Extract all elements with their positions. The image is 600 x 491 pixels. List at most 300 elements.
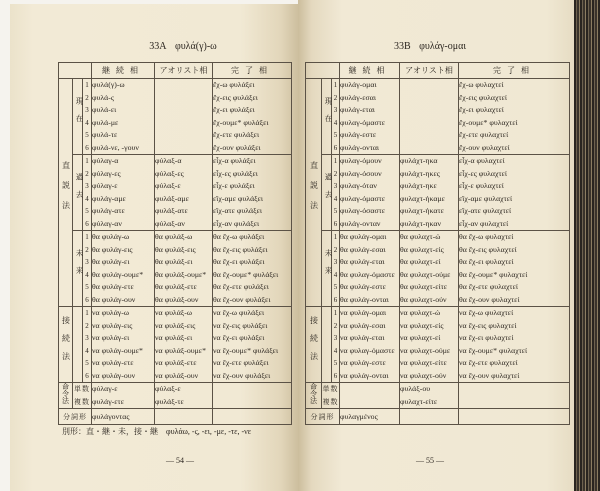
person-number: 3 xyxy=(332,104,340,117)
corner-cell xyxy=(59,63,92,79)
perfect-form: θα ἔχ-εις φυλάξει xyxy=(213,244,292,257)
table-row xyxy=(59,307,292,320)
aorist-form: φύλαξ-α xyxy=(155,155,213,168)
participle-form: φυλάγοντας xyxy=(92,409,155,425)
mood-label-subjunctive xyxy=(59,307,73,383)
continuous-form: φυλαγ-όσαστε xyxy=(340,205,400,218)
aorist-form: να φυλάξ-ει xyxy=(155,332,213,345)
perfect-form: εἴχ-αμε φυλαχτεί xyxy=(459,193,570,206)
aorist-form: φυλάξ-αμε xyxy=(155,193,213,206)
person-number: 6 xyxy=(83,294,92,307)
table-row xyxy=(59,104,292,117)
person-number: 5 xyxy=(332,357,340,370)
table-row xyxy=(59,409,292,425)
aorist-form xyxy=(155,142,213,155)
perfect-form: εἴχ-αμε φυλάξει xyxy=(213,193,292,206)
table-row xyxy=(306,409,570,425)
person-number: 3 xyxy=(332,332,340,345)
table-row xyxy=(306,370,570,383)
person-number: 1 xyxy=(83,155,92,168)
perfect-form: εἶχ-α φυλάξει xyxy=(213,155,292,168)
perfect-form: ἔχ-ετε φυλάξει xyxy=(213,129,292,142)
empty-cell xyxy=(213,409,292,425)
perfect-form: να ἔχ-ει φυλαχτεί xyxy=(459,332,570,345)
aorist-form: θα φυλαχτ-ούμε xyxy=(400,269,459,282)
continuous-form: να φυλάγ-ω xyxy=(92,307,155,320)
aorist-form xyxy=(400,142,459,155)
column-header-perfect: 完了相 xyxy=(213,63,292,79)
table-row xyxy=(306,180,570,193)
perfect-form: θα ἔχ-εις φυλαχτεί xyxy=(459,244,570,257)
perfect-form: θα ἔχ-ει φυλαχτεί xyxy=(459,256,570,269)
participle-label: 分詞形 xyxy=(59,409,92,425)
corner-cell xyxy=(306,63,340,79)
perfect-form xyxy=(213,396,292,409)
person-number: 3 xyxy=(83,256,92,269)
table-title xyxy=(345,41,515,52)
aorist-form: θα φυλαχτ-ούν xyxy=(400,294,459,307)
table-row xyxy=(59,180,292,193)
table-row xyxy=(59,193,292,206)
verb-lemma: φυλά(γ)-ω xyxy=(174,41,217,52)
perfect-form: εἶχ-α φυλαχτεί xyxy=(459,155,570,168)
table-row xyxy=(306,193,570,206)
mood-label-indicative xyxy=(306,79,322,307)
table-row xyxy=(59,383,292,396)
continuous-form: θα φυλάγ-ουμε* xyxy=(92,269,155,282)
column-header-continuous: 継続相 xyxy=(340,63,400,79)
perfect-form: να ἔχ-εις φυλαχτεί xyxy=(459,320,570,333)
mood-label-imperative xyxy=(306,383,322,409)
aorist-form xyxy=(400,79,459,92)
continuous-form: θα φυλάγ-εται xyxy=(340,256,400,269)
person-number: 4 xyxy=(83,117,92,130)
person-number: 5 xyxy=(83,357,92,370)
perfect-form: θα ἔχ-ουν φυλάξει xyxy=(213,294,292,307)
aorist-form: φύλαξ-ε xyxy=(155,383,213,396)
perfect-form: ἔχ-ουμε* φυλάξει xyxy=(213,117,292,130)
continuous-form: θα φυλάγ-ω xyxy=(92,231,155,244)
aorist-form: φυλάξ-ου xyxy=(400,383,459,396)
perfect-form: θα ἔχ-ετε φυλάξει xyxy=(213,281,292,294)
continuous-form: φυλάγ-ονται xyxy=(340,142,400,155)
continuous-form: φυλάγ-εστε xyxy=(340,129,400,142)
perfect-form: εἶχ-αν φυλαχτεί xyxy=(459,218,570,231)
perfect-form: θα ἔχ-ω φυλαχτεί xyxy=(459,231,570,244)
number-label: 複数 xyxy=(73,396,92,409)
perfect-form: να ἔχ-ουμε* φυλάξει xyxy=(213,345,292,358)
table-row xyxy=(306,168,570,181)
mood-label-imperative-text: 命令法 xyxy=(61,383,70,404)
aorist-form: να φυλαχτ-είτε xyxy=(400,357,459,370)
person-number: 5 xyxy=(332,205,340,218)
tense-label-empty xyxy=(322,307,332,383)
perfect-form: θα ἔχ-ουν φυλαχτεί xyxy=(459,294,570,307)
perfect-form: ἔχ-εις φυλαχτεί xyxy=(459,92,570,105)
table-row xyxy=(59,345,292,358)
continuous-form: φυλαγ-όμαστε xyxy=(340,193,400,206)
perfect-form: εἶχ-ε φυλάξει xyxy=(213,180,292,193)
aorist-form: θα φυλάξ-εις xyxy=(155,244,213,257)
perfect-form: να ἔχ-ουν φυλαχτεί xyxy=(459,370,570,383)
perfect-form: εἴχ-ατε φυλάξει xyxy=(213,205,292,218)
continuous-form: να φυλαγ-όμαστε xyxy=(340,345,400,358)
perfect-form: ἔχ-εις φυλάξει xyxy=(213,92,292,105)
aorist-form: φύλαξ-ε xyxy=(155,180,213,193)
aorist-form xyxy=(400,104,459,117)
participle-label: 分詞形 xyxy=(306,409,340,425)
aorist-form xyxy=(155,129,213,142)
aorist-form: θα φυλάξ-ουν xyxy=(155,294,213,307)
aorist-form: φυλαχτ-ήκαμε xyxy=(400,193,459,206)
continuous-form: φύλαγ-ε xyxy=(92,383,155,396)
person-number: 6 xyxy=(83,142,92,155)
table-row xyxy=(306,396,570,409)
continuous-form: φυλά-με xyxy=(92,117,155,130)
table-body xyxy=(59,79,292,425)
perfect-form: να ἔχ-εις φυλάξει xyxy=(213,320,292,333)
table-row xyxy=(59,244,292,257)
person-number: 6 xyxy=(83,218,92,231)
table-row xyxy=(59,396,292,409)
continuous-form: θα φυλάγ-ουν xyxy=(92,294,155,307)
table-header xyxy=(306,63,570,79)
perfect-form: θα ἔχ-ετε φυλαχτεί xyxy=(459,281,570,294)
table-row xyxy=(306,231,570,244)
table-row xyxy=(306,357,570,370)
perfect-form: ἔχ-ουμε* φυλαχτεί xyxy=(459,117,570,130)
table-row xyxy=(59,142,292,155)
person-number: 3 xyxy=(83,104,92,117)
person-number: 4 xyxy=(332,269,340,282)
person-number: 6 xyxy=(332,218,340,231)
header-row xyxy=(59,63,292,79)
perfect-form: εἶχ-ες φυλάξει xyxy=(213,168,292,181)
aorist-form: θα φυλαχτ-είτε xyxy=(400,281,459,294)
table-row xyxy=(306,320,570,333)
continuous-form: φυλάγ-ονταν xyxy=(340,218,400,231)
person-number: 4 xyxy=(332,117,340,130)
mood-label-subjunctive-text: 接続法 xyxy=(309,315,319,370)
person-number: 4 xyxy=(332,193,340,206)
continuous-form xyxy=(340,383,400,396)
continuous-form: φυλάγ-αμε xyxy=(92,193,155,206)
table-row xyxy=(59,205,292,218)
perfect-form: ἔχ-ει φυλαχτεί xyxy=(459,104,570,117)
aorist-form: φυλάχτ-ηκε xyxy=(400,180,459,193)
page-number: — 54 — xyxy=(166,456,194,465)
tense-label-text: 現在 xyxy=(324,97,333,132)
tense-label-text: 未来 xyxy=(324,249,333,284)
person-number: 2 xyxy=(83,92,92,105)
aorist-form xyxy=(155,92,213,105)
tense-label-text: 過去 xyxy=(324,173,333,208)
aorist-form xyxy=(155,79,213,92)
person-number: 4 xyxy=(83,269,92,282)
tense-label xyxy=(73,231,83,307)
participle-form: φυλαγμένος xyxy=(340,409,400,425)
table-row xyxy=(306,155,570,168)
perfect-form: να ἔχ-ετε φυλάξει xyxy=(213,357,292,370)
person-number: 5 xyxy=(332,281,340,294)
perfect-form xyxy=(459,396,570,409)
aorist-form: να φυλάξ-ω xyxy=(155,307,213,320)
aorist-form xyxy=(400,92,459,105)
continuous-form xyxy=(340,396,400,409)
empty-cell xyxy=(155,409,213,425)
person-number: 5 xyxy=(83,281,92,294)
aorist-form: θα φυλαχτ-είς xyxy=(400,244,459,257)
continuous-form: φυλάγ-ετε xyxy=(92,396,155,409)
continuous-form: να φυλάγ-εις xyxy=(92,320,155,333)
table-code: 33A xyxy=(149,41,167,52)
perfect-form: θα ἔχ-ω φυλάξει xyxy=(213,231,292,244)
person-number: 4 xyxy=(83,193,92,206)
tense-label xyxy=(73,155,83,231)
aorist-form xyxy=(400,117,459,130)
table-row xyxy=(59,281,292,294)
person-number: 1 xyxy=(332,307,340,320)
table-row xyxy=(306,129,570,142)
continuous-form: φύλαγ-ες xyxy=(92,168,155,181)
aorist-form: θα φυλάξ-ω xyxy=(155,231,213,244)
empty-cell xyxy=(459,409,570,425)
aorist-form: θα φυλαχτ-εί xyxy=(400,256,459,269)
mood-label-imperative-text: 命令法 xyxy=(309,383,318,404)
number-label: 複数 xyxy=(322,396,340,409)
person-number: 1 xyxy=(332,155,340,168)
mood-label-indicative-text: 直説法 xyxy=(61,160,71,221)
continuous-form: φυλαγ-όταν xyxy=(340,180,400,193)
aorist-form: φυλαχτ-είτε xyxy=(400,396,459,409)
person-number: 3 xyxy=(332,180,340,193)
person-number: 2 xyxy=(332,320,340,333)
continuous-form: φύλαγ-αν xyxy=(92,218,155,231)
aorist-form: φυλάχτ-ηκα xyxy=(400,155,459,168)
person-number: 3 xyxy=(83,180,92,193)
continuous-form: να φυλάγ-ετε xyxy=(92,357,155,370)
continuous-form: θα φυλάγ-ομαι xyxy=(340,231,400,244)
empty-cell xyxy=(400,409,459,425)
table-row xyxy=(306,218,570,231)
continuous-form: φυλά-νε, -γουν xyxy=(92,142,155,155)
person-number: 2 xyxy=(332,92,340,105)
aorist-form: φυλάξ-ατε xyxy=(155,205,213,218)
continuous-form: θα φυλάγ-ετε xyxy=(92,281,155,294)
aorist-form: φυλάχτ-ηκες xyxy=(400,168,459,181)
table-row xyxy=(59,218,292,231)
tense-label-empty xyxy=(73,307,83,383)
continuous-form: να φυλάγ-εστε xyxy=(340,357,400,370)
person-number: 1 xyxy=(332,231,340,244)
mood-label-imperative xyxy=(59,383,73,409)
continuous-form: φυλά-ει xyxy=(92,104,155,117)
header-row xyxy=(306,63,570,79)
tense-label-text: 現在 xyxy=(75,97,84,132)
continuous-form: φυλά(γ)-ω xyxy=(92,79,155,92)
aorist-form: φυλάξ-τε xyxy=(155,396,213,409)
table-row xyxy=(306,256,570,269)
column-header-aorist: アオリスト相 xyxy=(400,63,459,79)
conjugation-table xyxy=(305,62,570,425)
aorist-form: να φυλαχτ-ούμε xyxy=(400,345,459,358)
table-row xyxy=(306,104,570,117)
continuous-form: να φυλάγ-εσαι xyxy=(340,320,400,333)
table-row xyxy=(59,332,292,345)
continuous-form: φυλάγ-εσαι xyxy=(340,92,400,105)
aorist-form: να φυλάξ-εις xyxy=(155,320,213,333)
page-number: — 55 — xyxy=(416,456,444,465)
perfect-form: εἶχ-αν φυλάξει xyxy=(213,218,292,231)
perfect-form: ἔχ-ουν φυλάξει xyxy=(213,142,292,155)
tense-label-text: 未来 xyxy=(75,249,84,284)
table-row xyxy=(59,117,292,130)
table-row xyxy=(59,168,292,181)
aorist-form: να φυλαχτ-ώ xyxy=(400,307,459,320)
perfect-form: να ἔχ-ω φυλάξει xyxy=(213,307,292,320)
table-row xyxy=(59,79,292,92)
continuous-form: φυλαγ-όμαστε xyxy=(340,117,400,130)
mood-label-subjunctive xyxy=(306,307,322,383)
table-row xyxy=(306,269,570,282)
table-row xyxy=(59,256,292,269)
aorist-form: να φυλαχτ-ούν xyxy=(400,370,459,383)
tense-label xyxy=(322,79,332,155)
person-number: 1 xyxy=(83,79,92,92)
person-number: 2 xyxy=(332,168,340,181)
aorist-form: φυλαχτ-ήκατε xyxy=(400,205,459,218)
perfect-form: ἔχ-ει φυλάξει xyxy=(213,104,292,117)
table-code: 33B xyxy=(393,41,411,52)
person-number: 5 xyxy=(332,129,340,142)
person-number: 6 xyxy=(332,370,340,383)
continuous-form: να φυλάγ-εται xyxy=(340,332,400,345)
table-row xyxy=(59,294,292,307)
table-row xyxy=(306,244,570,257)
aorist-form: θα φυλαχτ-ώ xyxy=(400,231,459,244)
aorist-form xyxy=(400,129,459,142)
table-row xyxy=(306,281,570,294)
continuous-form: να φυλάγ-ει xyxy=(92,332,155,345)
table-row xyxy=(59,92,292,105)
perfect-form: να ἔχ-ει φυλάξει xyxy=(213,332,292,345)
table-row xyxy=(59,370,292,383)
continuous-form: φυλά-τε xyxy=(92,129,155,142)
aorist-form xyxy=(155,117,213,130)
continuous-form: θα φυλάγ-ει xyxy=(92,256,155,269)
table-row xyxy=(59,357,292,370)
table-row xyxy=(306,383,570,396)
table-row xyxy=(59,269,292,282)
table-row xyxy=(306,345,570,358)
aorist-form: φυλάχτ-ηκαν xyxy=(400,218,459,231)
aorist-form: φύλαξ-ες xyxy=(155,168,213,181)
continuous-form: θα φυλάγ-εσαι xyxy=(340,244,400,257)
person-number: 3 xyxy=(83,332,92,345)
perfect-form xyxy=(213,383,292,396)
person-number: 2 xyxy=(332,244,340,257)
perfect-form: εἶχ-ε φυλαχτεί xyxy=(459,180,570,193)
person-number: 6 xyxy=(332,294,340,307)
column-header-continuous: 継続相 xyxy=(92,63,155,79)
tense-label-text: 過去 xyxy=(75,173,84,208)
table-row xyxy=(306,117,570,130)
table-row xyxy=(306,79,570,92)
aorist-form: θα φυλάξ-ετε xyxy=(155,281,213,294)
table-row xyxy=(306,332,570,345)
continuous-form: φυλά-ς xyxy=(92,92,155,105)
mood-label-subjunctive-text: 接続法 xyxy=(61,315,71,370)
person-number: 6 xyxy=(332,142,340,155)
continuous-form: φυλάγ-ατε xyxy=(92,205,155,218)
person-number: 3 xyxy=(332,256,340,269)
continuous-form: φύλαγ-ε xyxy=(92,180,155,193)
table-row xyxy=(306,294,570,307)
tense-label xyxy=(73,79,83,155)
tense-label xyxy=(322,231,332,307)
perfect-form: εἴχ-ατε φυλαχτεί xyxy=(459,205,570,218)
table-row xyxy=(306,205,570,218)
person-number: 5 xyxy=(83,129,92,142)
book-page-edges xyxy=(574,0,600,491)
table-row xyxy=(59,155,292,168)
perfect-form: ἔχ-ουν φυλαχτεί xyxy=(459,142,570,155)
person-number: 5 xyxy=(83,205,92,218)
perfect-form: ἔχ-ετε φυλαχτεί xyxy=(459,129,570,142)
table-body xyxy=(306,79,570,425)
person-number: 6 xyxy=(83,370,92,383)
perfect-form: να ἔχ-ουν φυλάξει xyxy=(213,370,292,383)
person-number: 1 xyxy=(83,231,92,244)
perfect-form: θα ἔχ-ει φυλάξει xyxy=(213,256,292,269)
perfect-form: ἔχ-ω φυλαχτεί xyxy=(459,79,570,92)
person-number: 4 xyxy=(332,345,340,358)
continuous-form: να φυλάγ-ουν xyxy=(92,370,155,383)
tense-label xyxy=(322,155,332,231)
perfect-form: να ἔχ-ω φυλαχτεί xyxy=(459,307,570,320)
perfect-form: θα ἔχ-ουμε* φυλαχτεί xyxy=(459,269,570,282)
continuous-form: θα φυλάγ-ονται xyxy=(340,294,400,307)
aorist-form: να φυλάξ-ετε xyxy=(155,357,213,370)
footnote: 別形：直・継・未，接・継 φυλάω, -ς, -ει, -με, -τε, -νε xyxy=(62,427,252,436)
perfect-form: θα ἔχ-ουμε* φυλάξει xyxy=(213,269,292,282)
continuous-form: να φυλάγ-ονται xyxy=(340,370,400,383)
perfect-form: να ἔχ-ετε φυλαχτεί xyxy=(459,357,570,370)
continuous-form: θα φυλαγ-όμαστε xyxy=(340,269,400,282)
table-header xyxy=(59,63,292,79)
continuous-form: να φυλάγ-ουμε* xyxy=(92,345,155,358)
continuous-form: φυλάγ-ομαι xyxy=(340,79,400,92)
conjugation-table xyxy=(58,62,292,425)
perfect-form: εἶχ-ες φυλαχτεί xyxy=(459,168,570,181)
table-row xyxy=(59,320,292,333)
aorist-form: να φυλαχτ-εί xyxy=(400,332,459,345)
verb-lemma: φυλάγ-ομαι xyxy=(419,41,467,52)
mood-label-indicative-text: 直説法 xyxy=(309,160,319,221)
person-number: 2 xyxy=(83,320,92,333)
table-row xyxy=(306,142,570,155)
person-number: 1 xyxy=(83,307,92,320)
continuous-form: θα φυλάγ-εστε xyxy=(340,281,400,294)
table-row xyxy=(306,92,570,105)
perfect-form: ἔχ-ω φυλάξει xyxy=(213,79,292,92)
continuous-form: θα φυλάγ-εις xyxy=(92,244,155,257)
aorist-form xyxy=(155,104,213,117)
person-number: 2 xyxy=(83,244,92,257)
number-label: 単数 xyxy=(322,383,340,396)
person-number: 2 xyxy=(83,168,92,181)
column-header-perfect: 完了相 xyxy=(459,63,570,79)
